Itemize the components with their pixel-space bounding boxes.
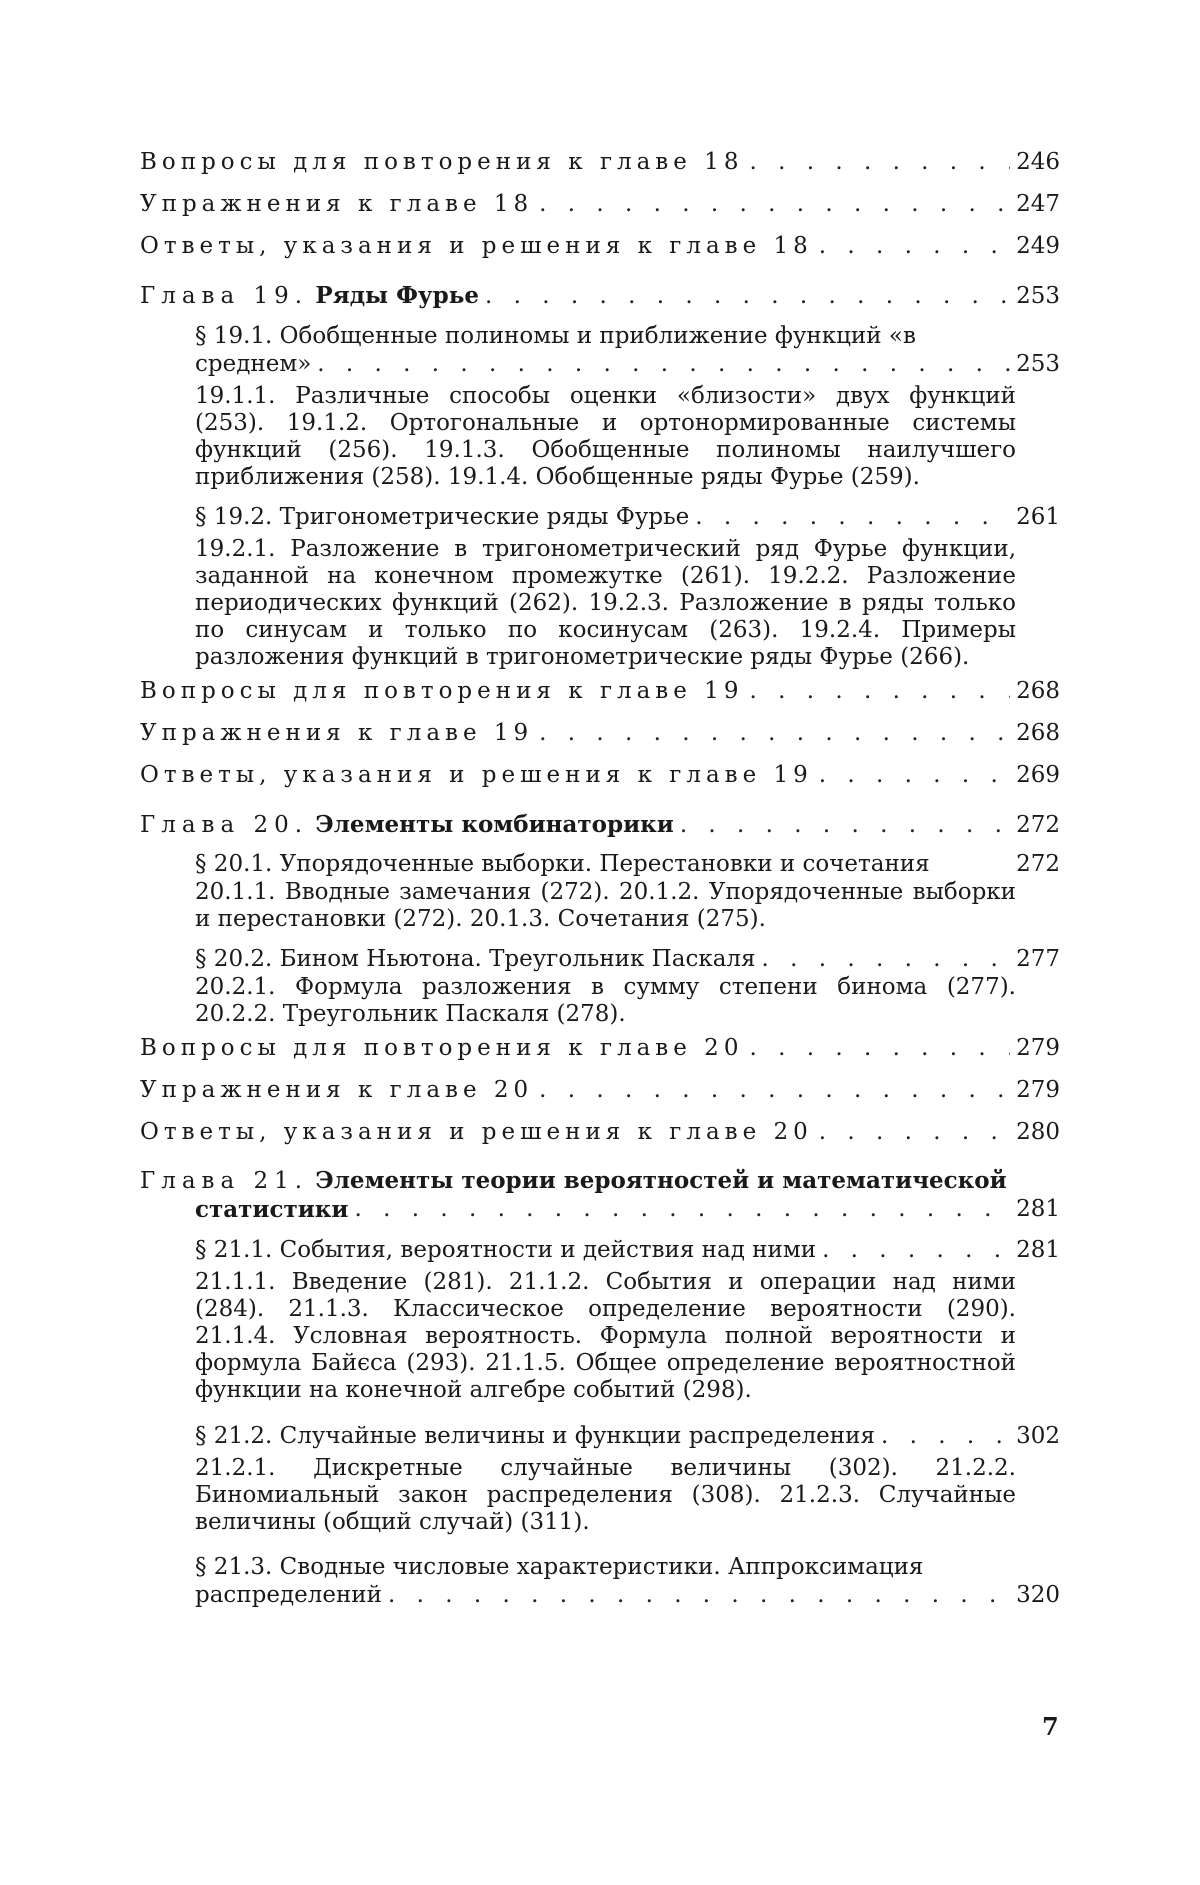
toc-entry-label: § 21.2. Случайные величины и функции распределения <box>195 1423 875 1449</box>
chapter-word: Глава 21. <box>140 1168 309 1194</box>
chapter-word: Глава 20. <box>140 812 309 838</box>
chapter-title: статистики <box>195 1196 349 1223</box>
toc-entry-label: § 19.2. Тригонометрические ряды Фурье <box>195 504 690 530</box>
subsection-list: 21.2.1. Дискретные случайные величины (302). 21.2.2. Биномиальный закон распределения (308). 21.2.3. Случайные величины (общий случай) (311). <box>195 1455 1016 1535</box>
toc-entry-page: 279 <box>1016 1077 1060 1103</box>
leader-dots <box>749 148 1010 177</box>
section-entry <box>195 323 1060 379</box>
toc-entry-label: Упражнения к главе 19 <box>140 720 534 746</box>
toc-entry-label: § 20.1. Упорядоченные выборки. Перестановки и сочетания <box>195 851 930 877</box>
section-entry <box>195 503 1060 532</box>
chapter-heading <box>140 810 1060 840</box>
toc-entry-page: 281 <box>1016 1237 1060 1263</box>
leader-dots <box>680 811 1010 840</box>
section-entry <box>195 1236 1060 1265</box>
leader-dots <box>819 761 1010 790</box>
toc-entry <box>140 761 1060 790</box>
toc-entry-page: 247 <box>1016 191 1060 217</box>
leader-dots <box>354 1195 1010 1224</box>
toc-entry-page: 272 <box>1016 812 1060 838</box>
section-entry <box>195 1554 1060 1610</box>
section-entry <box>195 945 1060 974</box>
section-title-line: распределений <box>195 1582 382 1608</box>
leader-dots <box>822 1236 1010 1265</box>
toc-entry-label: § 21.1. События, вероятности и действия над ними <box>195 1237 817 1263</box>
subsection-list: 20.1.1. Вводные замечания (272). 20.1.2. Упорядоченные выборки и перестановки (272). 20.1.3. Сочетания (275). <box>195 879 1016 932</box>
toc-entry <box>140 148 1060 177</box>
leader-dots <box>317 350 1010 379</box>
toc-entry-label: Ответы, указания и решения к главе 20 <box>140 1119 813 1145</box>
toc-entry <box>140 232 1060 261</box>
subsection-list: 20.2.1. Формула разложения в сумму степени бинома (277). 20.2.2. Треугольник Паскаля (278). <box>195 974 1016 1027</box>
chapter-heading <box>140 1167 1060 1224</box>
toc-entry <box>140 1118 1060 1147</box>
section-title-line: § 19.1. Обобщенные полиномы и приближение функций «в <box>195 323 916 349</box>
toc-entry-label: Ответы, указания и решения к главе 19 <box>140 762 813 788</box>
toc-entry <box>140 190 1060 219</box>
toc-entry-label: § 20.2. Бином Ньютона. Треугольник Паскаля <box>195 946 756 972</box>
leader-dots <box>539 719 1010 748</box>
toc-entry-page: 277 <box>1016 946 1060 972</box>
section-entry <box>195 1422 1060 1451</box>
toc-entry <box>140 677 1060 706</box>
section-title-line: § 21.3. Сводные числовые характеристики. Аппроксимация <box>195 1554 924 1580</box>
toc-entry-page: 320 <box>1016 1582 1060 1608</box>
leader-dots <box>388 1581 1010 1610</box>
chapter-word: Глава 19. <box>140 283 309 309</box>
toc-entry-page: 253 <box>1016 283 1060 309</box>
chapter-heading <box>140 281 1060 311</box>
section-title-line: среднем» <box>195 351 312 377</box>
toc-entry-label: Упражнения к главе 18 <box>140 191 534 217</box>
chapter-title: Элементы комбинаторики <box>315 811 674 838</box>
toc-entry-page: 246 <box>1016 149 1060 175</box>
toc-entry-label: Вопросы для повторения к главе 18 <box>140 149 744 175</box>
toc-entry <box>140 1034 1060 1063</box>
toc-entry-page: 268 <box>1016 720 1060 746</box>
toc-entry-label: Вопросы для повторения к главе 19 <box>140 678 744 704</box>
leader-dots <box>539 190 1010 219</box>
toc-entry-label: Ответы, указания и решения к главе 18 <box>140 233 813 259</box>
toc-entry-page: 279 <box>1016 1035 1060 1061</box>
subsection-list: 19.2.1. Разложение в тригонометрический ряд Фурье функции, заданной на конечном промежутке (261). 19.2.2. Разложение периодических функций (262). 19.2.3. Разложение в ряды только по синусам и только по косинусам (263). 19.2.4. Примеры разложения функций в тригонометрические ряды Фурье (266). <box>195 536 1016 670</box>
subsection-list: 19.1.1. Различные способы оценки «близости» двух функций (253). 19.1.2. Ортогональные и ортонормированные системы функций (256). 19.1.3. Обобщенные полиномы наилучшего приближения (258). 19.1.4. Обобщенные ряды Фурье (259). <box>195 383 1016 490</box>
toc-entry-page: 249 <box>1016 233 1060 259</box>
toc-entry-label: Упражнения к главе 20 <box>140 1077 534 1103</box>
toc-entry-page: 269 <box>1016 762 1060 788</box>
table-of-contents <box>140 148 1060 1610</box>
leader-dots <box>485 282 1010 311</box>
section-entry <box>195 850 1060 879</box>
toc-entry-page: 268 <box>1016 678 1060 704</box>
leader-dots <box>539 1076 1010 1105</box>
leader-dots <box>819 1118 1010 1147</box>
toc-entry-page: 261 <box>1016 504 1060 530</box>
toc-entry-page: 280 <box>1016 1119 1060 1145</box>
leader-dots <box>762 945 1011 974</box>
leader-dots <box>695 503 1010 532</box>
leader-dots <box>749 1034 1010 1063</box>
leader-dots <box>749 677 1010 706</box>
leader-dots <box>881 1422 1010 1451</box>
toc-entry-label: Вопросы для повторения к главе 20 <box>140 1035 744 1061</box>
toc-entry-page: 281 <box>1016 1196 1060 1222</box>
chapter-title: Ряды Фурье <box>315 282 479 309</box>
subsection-list: 21.1.1. Введение (281). 21.1.2. События и операции над ними (284). 21.1.3. Классическое определение вероятности (290). 21.1.4. Условная вероятность. Формула полной вероятности и формула Байєса (293). 21.1.5. Общее определение вероятностной функции на конечной алгебре событий (298). <box>195 1269 1016 1403</box>
page-number: 7 <box>1042 1712 1059 1741</box>
toc-entry <box>140 1076 1060 1105</box>
toc-entry <box>140 719 1060 748</box>
toc-entry-page: 253 <box>1016 351 1060 377</box>
toc-entry-page: 302 <box>1016 1423 1060 1449</box>
toc-entry-page: 272 <box>1016 851 1060 877</box>
chapter-title: Элементы теории вероятностей и математической <box>315 1167 1007 1194</box>
leader-dots <box>819 232 1010 261</box>
